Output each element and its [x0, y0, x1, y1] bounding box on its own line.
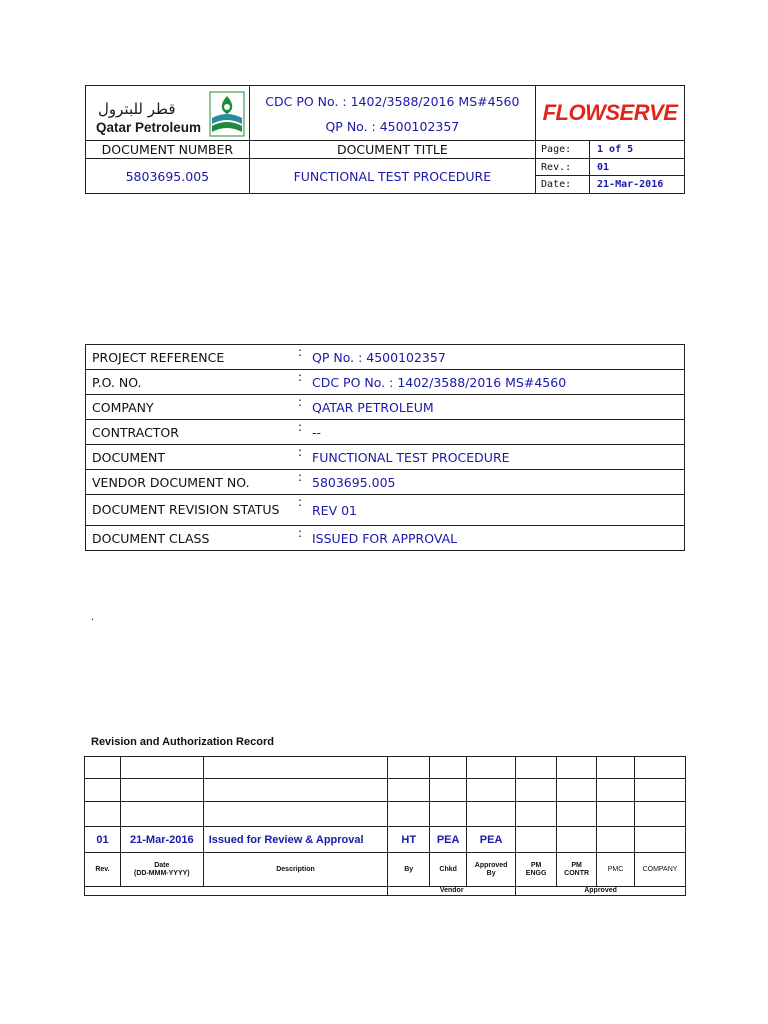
qp-number: QP No. : 4500102357 [325, 119, 460, 134]
header-chkd: Chkd [430, 853, 467, 887]
doc-title: FUNCTIONAL TEST PROCEDURE [249, 159, 535, 194]
doc-title-label: DOCUMENT TITLE [249, 141, 535, 159]
rev-value: 01 [590, 159, 685, 176]
info-label: DOCUMENT REVISION STATUS [86, 495, 295, 526]
info-row [86, 470, 685, 495]
header-date-cell [120, 853, 203, 887]
po-numbers-cell [249, 86, 535, 141]
flowserve-logo: FLOWSERVE [542, 100, 678, 125]
rev-company [635, 827, 686, 853]
header-date-format: (DD-MMM-YYYY) [134, 869, 190, 877]
empty-row [85, 802, 686, 827]
header-pmc: PMC [597, 853, 635, 887]
page-label: Page: [536, 141, 590, 159]
info-value: CDC PO No. : 1402/3588/2016 MS#4560 [306, 370, 685, 395]
info-value: REV 01 [306, 495, 685, 526]
info-colon: : [294, 395, 306, 420]
header-rev: Rev. [85, 853, 121, 887]
rev-pm-contr [557, 827, 597, 853]
group-approved: Approved [516, 887, 686, 896]
stray-mark: . [91, 612, 95, 623]
doc-number-label: DOCUMENT NUMBER [86, 141, 250, 159]
info-value: ISSUED FOR APPROVAL [306, 526, 685, 551]
revision-group-row [85, 887, 686, 896]
info-label: P.O. NO. [86, 370, 295, 395]
info-colon: : [294, 470, 306, 495]
info-label: CONTRACTOR [86, 420, 295, 445]
info-row [86, 395, 685, 420]
revision-header-row [85, 853, 686, 887]
rev-pmc [597, 827, 635, 853]
info-label: DOCUMENT [86, 445, 295, 470]
info-colon: : [294, 370, 306, 395]
info-row [86, 495, 685, 526]
header-description: Description [203, 853, 388, 887]
page-value: 1 of 5 [590, 141, 685, 159]
info-value: FUNCTIONAL TEST PROCEDURE [306, 445, 685, 470]
info-label: DOCUMENT CLASS [86, 526, 295, 551]
logo-english-text: Qatar Petroleum [96, 120, 202, 135]
revision-table [84, 756, 686, 896]
document-header [85, 85, 685, 194]
header-by: By [388, 853, 430, 887]
revision-row [85, 827, 686, 853]
info-row [86, 345, 685, 370]
info-colon: : [294, 345, 306, 370]
qatar-petroleum-logo [92, 90, 252, 138]
qp-emblem-icon [210, 92, 244, 136]
info-value: QATAR PETROLEUM [306, 395, 685, 420]
info-row [86, 370, 685, 395]
info-colon: : [294, 495, 306, 526]
info-value: QP No. : 4500102357 [306, 345, 685, 370]
qatar-petroleum-logo-cell [86, 86, 250, 141]
empty-row [85, 779, 686, 802]
rev-label: Rev.: [536, 159, 590, 176]
date-label: Date: [536, 176, 590, 194]
rev-pm-engg [516, 827, 557, 853]
info-colon: : [294, 445, 306, 470]
rev-chkd: PEA [430, 827, 467, 853]
info-label: VENDOR DOCUMENT NO. [86, 470, 295, 495]
info-row [86, 526, 685, 551]
rev-date: 21-Mar-2016 [120, 827, 203, 853]
info-row [86, 420, 685, 445]
header-pm-contr: PM CONTR [557, 853, 597, 887]
document-info-table [85, 344, 685, 551]
date-value: 21-Mar-2016 [590, 176, 685, 194]
info-value: 5803695.005 [306, 470, 685, 495]
rev-number: 01 [85, 827, 121, 853]
info-row [86, 445, 685, 470]
header-approved-by: Approved By [467, 853, 516, 887]
doc-number: 5803695.005 [86, 159, 250, 194]
header-date: Date [154, 861, 170, 869]
cdc-po-number: CDC PO No. : 1402/3588/2016 MS#4560 [265, 94, 520, 109]
flowserve-logo-cell [536, 86, 685, 141]
group-vendor: Vendor [388, 887, 516, 896]
rev-description: Issued for Review & Approval [203, 827, 388, 853]
rev-by: HT [388, 827, 430, 853]
info-colon: : [294, 526, 306, 551]
info-label: COMPANY [86, 395, 295, 420]
header-company: COMPANY [635, 853, 686, 887]
revision-record-title: Revision and Authorization Record [91, 736, 274, 748]
info-label: PROJECT REFERENCE [86, 345, 295, 370]
info-value: -- [306, 420, 685, 445]
empty-row [85, 757, 686, 779]
logo-arabic-text: قطر للبترول [98, 100, 176, 118]
info-colon: : [294, 420, 306, 445]
rev-approved-by: PEA [467, 827, 516, 853]
header-pm-engg: PM ENGG [516, 853, 557, 887]
